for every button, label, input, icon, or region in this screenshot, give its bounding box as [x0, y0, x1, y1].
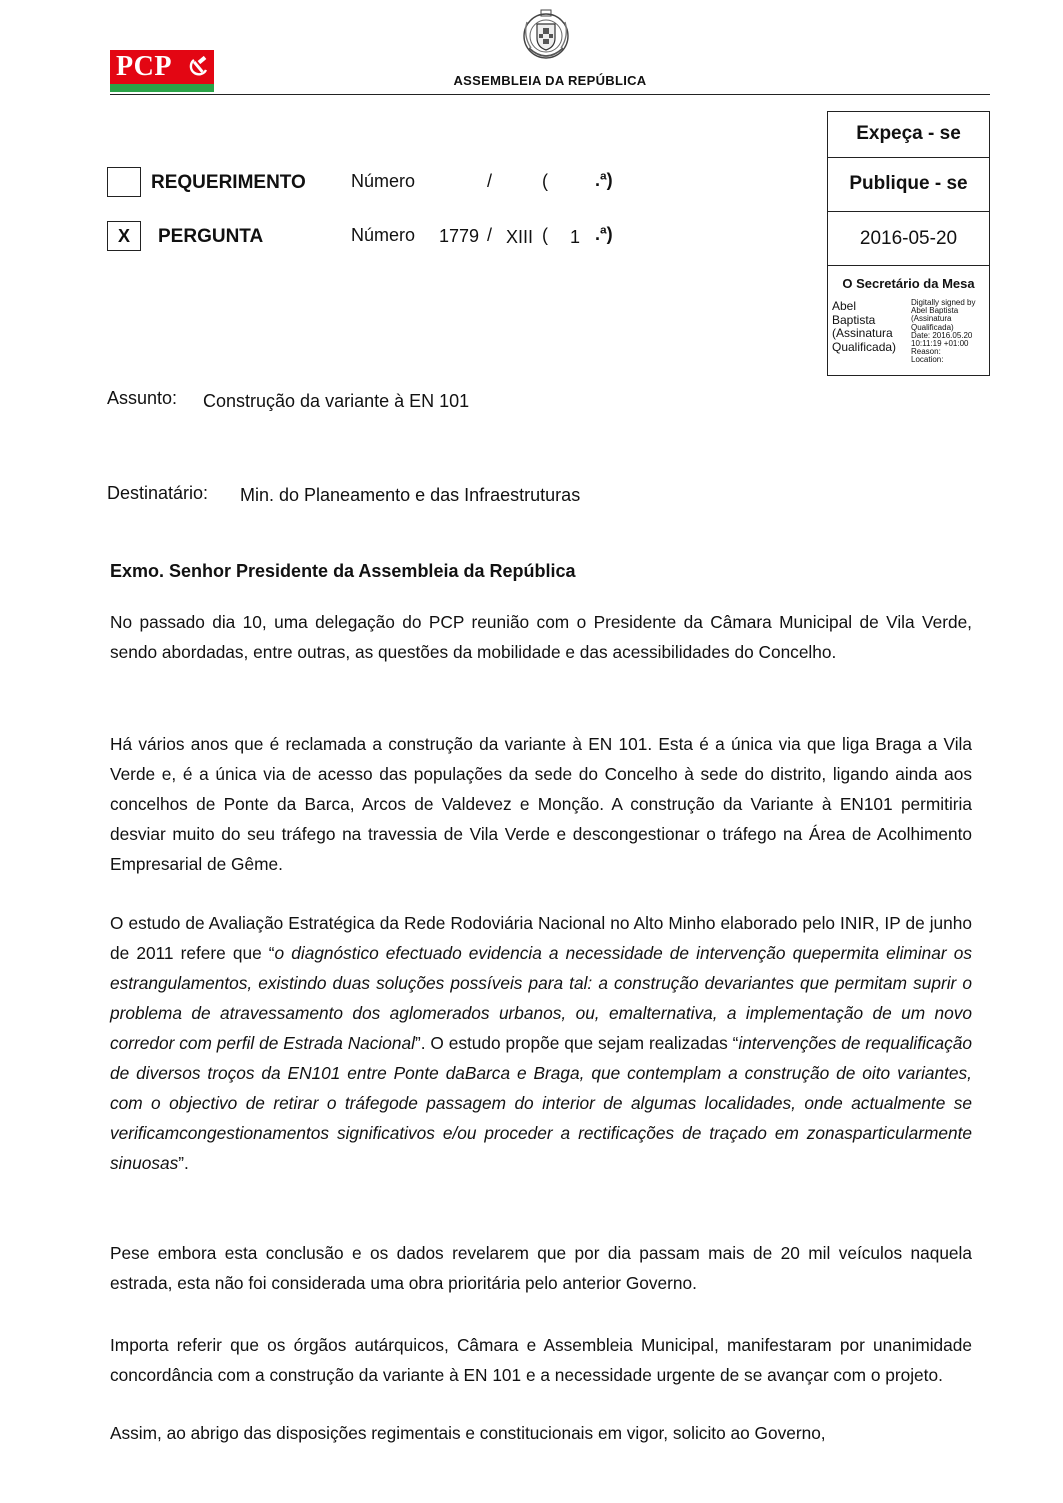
digital-signature-details — [911, 299, 975, 365]
requerimento-paren: ( — [542, 171, 548, 191]
dispatch-stamp-box — [827, 111, 990, 376]
signer-line: Qualificada) — [832, 339, 897, 354]
pergunta-suffix: .ª) — [595, 224, 613, 244]
requerimento-label: REQUERIMENTO — [151, 172, 306, 193]
assunto-value: Construção da variante à EN 101 — [203, 391, 470, 411]
body-paragraph-2: Há vários anos que é reclamada a construção da variante à EN 101. Esta é a única via que liga Braga a Vila Verde e, é a única via de acesso das populações da sede do Concelho à sede do distrito, ligando ainda aos concelhos de Ponte da Barca, Arcos de Valdevez e Monção. A construção da Variante à EN101 permitiria desviar muito do seu tráfego na travessia de Vila Verde e descongestionar o tráfego na Área de Acolhimento Empresarial de Gême. — [110, 734, 972, 874]
header-divider — [110, 94, 990, 95]
signature-detail-line: (Assinatura — [911, 314, 952, 324]
body-paragraph-3 — [110, 908, 972, 1178]
requerimento-slash: / — [487, 171, 493, 191]
body-paragraph-1: No passado dia 10, uma delegação do PCP reunião com o Presidente da Câmara Municipal de Vila Verde, sendo abordadas, entre outras, as questões da mobilidade e das acessibilidades do Concelho. — [110, 612, 972, 662]
secretary-title: O Secretário da Mesa — [842, 276, 975, 291]
quote-close: ”. — [178, 1153, 189, 1173]
pergunta-label: PERGUNTA — [158, 226, 264, 247]
salutation: Exmo. Senhor Presidente da Assembleia da República — [110, 561, 576, 581]
body-paragraph-5: Importa referir que os órgãos autárquicos, Câmara e Assembleia Municipal, manifestaram por unanimidade concordância com a construção da variante à EN 101 e a necessidade urgente de se avançar com o projeto. — [110, 1335, 972, 1385]
requerimento-checkbox[interactable] — [107, 167, 141, 197]
body-paragraph-6: Assim, ao abrigo das disposições regimentais e constitucionais em vigor, solicito ao Governo, — [110, 1423, 826, 1443]
requerimento-suffix: .ª) — [595, 170, 613, 190]
signature-detail-line: Abel Baptista — [911, 306, 959, 316]
signature-detail-line: Date: 2016.05.20 — [911, 330, 973, 340]
signer-line: Baptista — [832, 312, 876, 327]
hammer-sickle-icon — [188, 56, 210, 78]
pergunta-session: 1 — [570, 227, 581, 247]
body-paragraph-4: Pese embora esta conclusão e os dados revelarem que por dia passam mais de 20 mil veículos naquela estrada, esta não foi considerada uma obra prioritária pelo anterior Governo. — [110, 1243, 972, 1293]
pergunta-checkbox[interactable]: X — [107, 221, 141, 251]
signature-detail-line: Digitally signed by — [911, 298, 976, 307]
coat-of-arms-emblem — [517, 8, 575, 68]
pergunta-number: 1779 — [439, 226, 480, 246]
quote-intro: O estudo de Avaliação Estratégica da Rede Rodoviária Nacional no Alto Minho elaborado pelo INIR, IP de junho de 2011 refere que “ — [110, 913, 972, 963]
publique-cell: Publique - se — [828, 158, 989, 212]
logo-green-band — [110, 84, 214, 92]
date-cell: 2016-05-20 — [828, 212, 989, 266]
institution-title: ASSEMBLEIA DA REPÚBLICA — [453, 73, 647, 88]
pcp-logo — [110, 50, 214, 94]
expeca-cell: Expeça - se — [828, 112, 989, 158]
signer-line: (Assinatura — [832, 326, 893, 340]
quote-transition: ”. O estudo propõe que sejam realizadas “ — [414, 1033, 739, 1053]
logo-text: PCP — [116, 51, 172, 82]
signature-detail-line: Qualificada) — [911, 322, 954, 332]
requerimento-numero-label: Número — [351, 171, 416, 191]
assunto-label: Assunto: — [107, 388, 178, 408]
destinatario-label: Destinatário: — [107, 483, 209, 503]
pergunta-paren: ( — [542, 225, 548, 245]
pergunta-legislature: XIII — [506, 227, 534, 247]
destinatario-value: Min. do Planeamento e das Infraestruturas — [240, 485, 581, 505]
signature-detail-line: Location: — [911, 355, 944, 365]
signer-name — [832, 300, 896, 354]
pergunta-slash: / — [487, 225, 493, 245]
signature-detail-line: 10:11:19 +01:00 — [911, 339, 969, 349]
pergunta-numero-label: Número — [351, 225, 416, 245]
quoted-proposal: intervenções de requalificação de diversos troços da EN101 entre Ponte daBarca e Braga, que contemplam a construção de oito variantes, com o objectivo de retirar o tráfegode passagem do interior de algumas localidades, onde actualmente se verificamcongestionamentos significativos e/ou proceder a rectificações de traçado em zonasparticularmente sinuosas — [110, 1033, 972, 1173]
quoted-diagnosis: o diagnóstico efectuado evidencia a necessidade de intervenção quepermita eliminar os estrangulamentos, existindo duas soluções possíveis para tal: a construção devariantes que permitam suprir o problema de atravessamento dos aglomerados urbanos, ou, emalternativa, a implementação de um novo corredor com perfil de Estrada Nacional — [110, 943, 972, 1053]
signature-detail-line: Reason: — [911, 347, 941, 357]
signer-line: Abel — [832, 299, 857, 313]
